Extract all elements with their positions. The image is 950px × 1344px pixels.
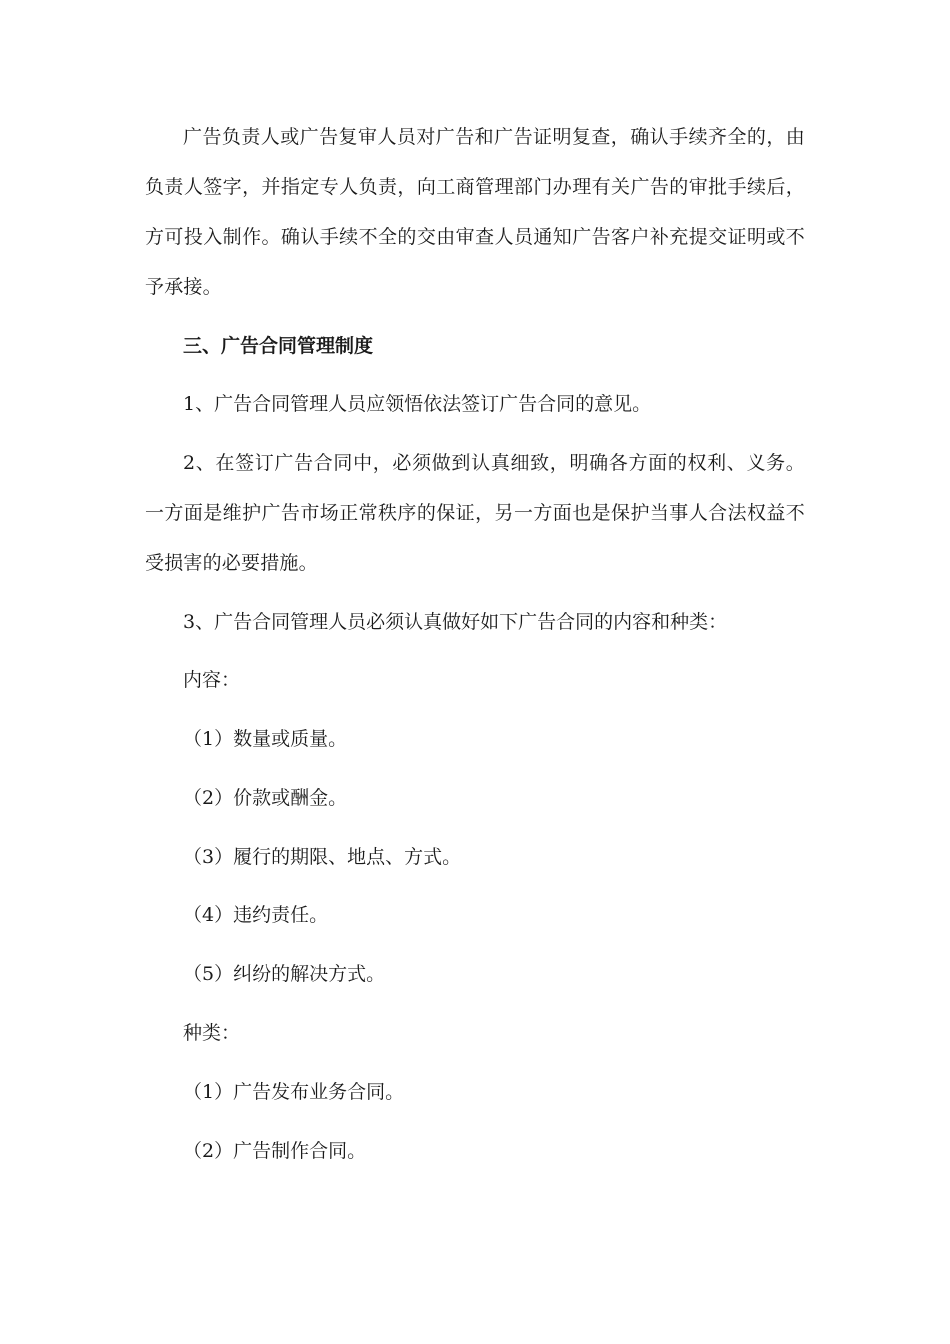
kind-label: 种类： [183,1022,241,1044]
item-3: 3、广告合同管理人员必须认真做好如下广告合同的内容和种类： [183,611,728,633]
content-label: 内容： [183,669,241,691]
intro-paragraph-block [145,112,805,312]
content-item-5: （5）纠纷的解决方式。 [183,963,386,985]
content-item-2: （2）价款或酬金。 [183,787,348,809]
content-item-4: （4）违约责任。 [183,904,329,926]
section-heading: 三、广告合同管理制度 [183,335,374,357]
item-2-block [145,438,805,588]
item-2: 2、在签订广告合同中，必须做到认真细致，明确各方面的权利、义务。一方面是维护广告市场正常秩序的保证，另一方面也是保护当事人合法权益不受损害的必要措施。 [145,452,805,574]
item-1: 1、广告合同管理人员应领悟依法签订广告合同的意见。 [183,393,652,415]
intro-paragraph: 广告负责人或广告复审人员对广告和广告证明复查，确认手续齐全的，由负责人签字，并指定专人负责，向工商管理部门办理有关广告的审批手续后，方可投入制作。确认手续不全的交由审查人员通知广告客户补充提交证明或不予承接。 [145,126,805,298]
content-item-3: （3）履行的期限、地点、方式。 [183,846,462,868]
kind-item-2: （2）广告制作合同。 [183,1140,367,1162]
content-item-1: （1）数量或质量。 [183,728,348,750]
kind-item-1: （1）广告发布业务合同。 [183,1081,405,1103]
